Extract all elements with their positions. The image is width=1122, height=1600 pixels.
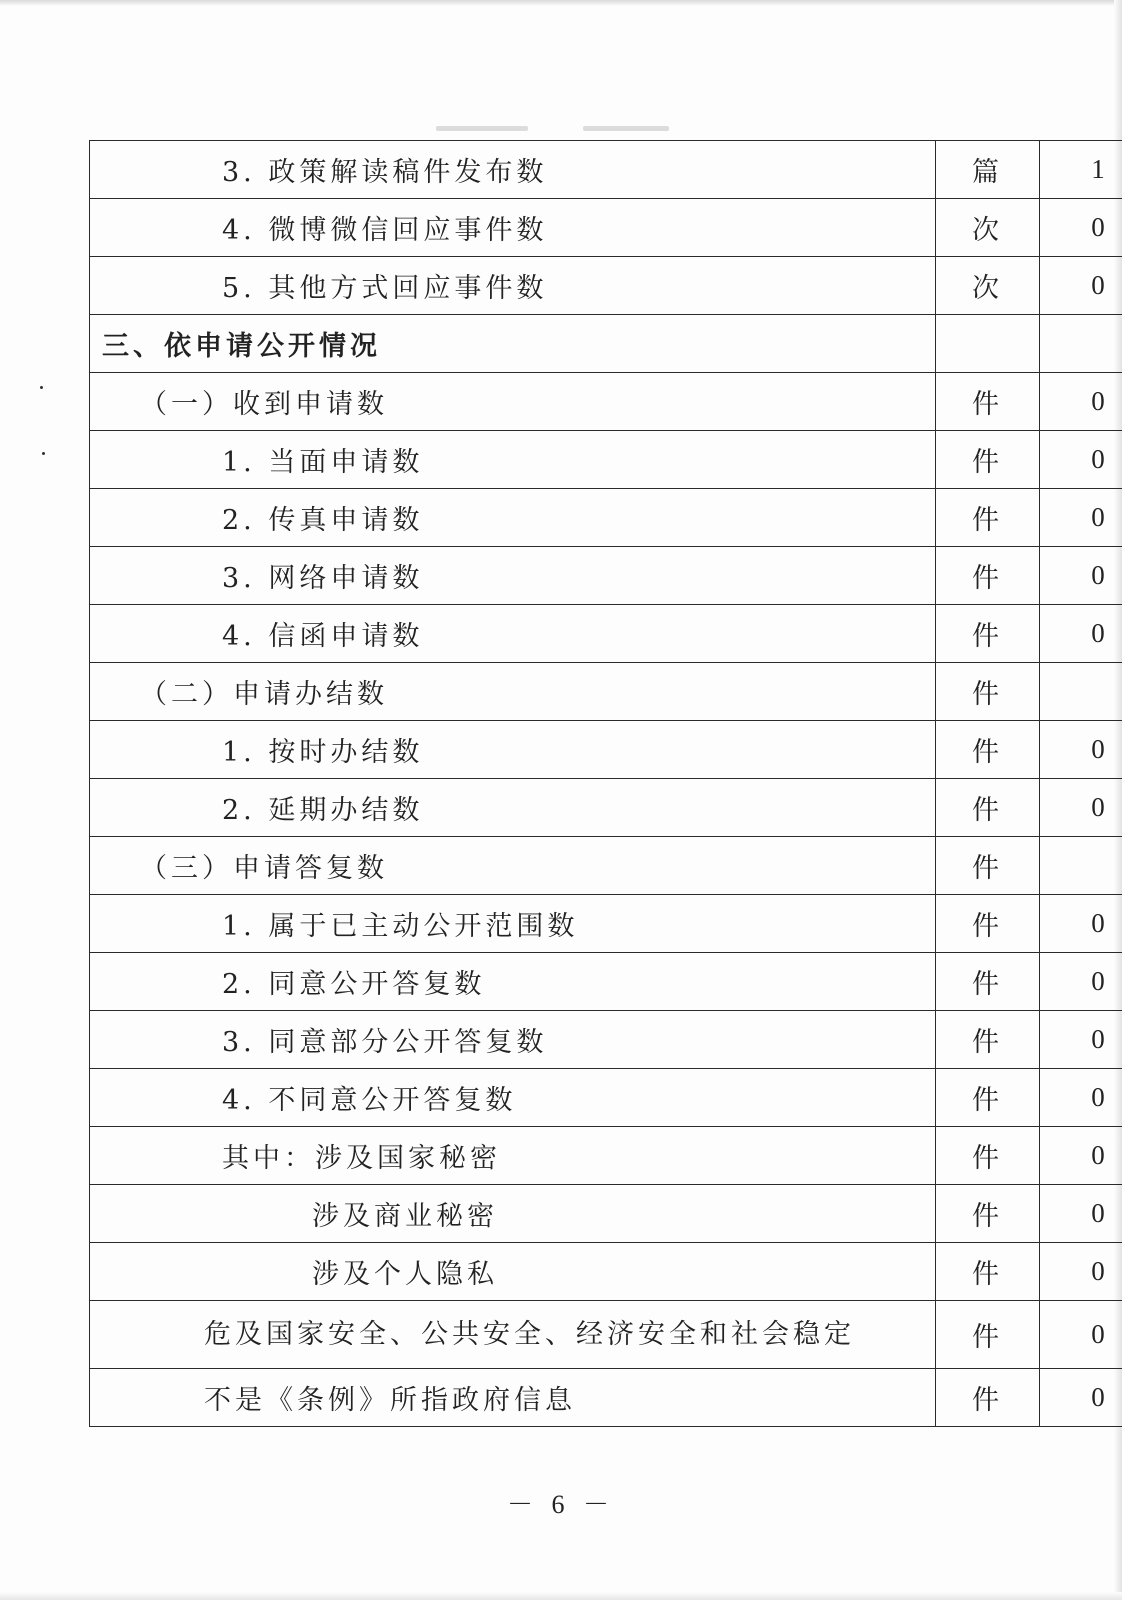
row-item-text: 4. 不同意公开答复数 bbox=[222, 1085, 517, 1116]
row-item-text: 3. 同意部分公开答复数 bbox=[222, 1027, 548, 1058]
row-item-text: 2. 同意公开答复数 bbox=[222, 969, 486, 1000]
row-value: 0 bbox=[1040, 257, 1122, 315]
row-value: 0 bbox=[1040, 199, 1122, 257]
row-unit: 件 bbox=[936, 1011, 1040, 1069]
table-row bbox=[90, 663, 1122, 721]
row-unit: 件 bbox=[936, 1185, 1040, 1243]
scan-speck bbox=[42, 452, 45, 455]
table-row bbox=[90, 315, 1122, 373]
table-row bbox=[90, 1011, 1122, 1069]
page-number: － 6 － bbox=[506, 1490, 615, 1519]
row-value bbox=[1040, 837, 1122, 895]
row-value: 0 bbox=[1040, 373, 1122, 431]
row-value: 0 bbox=[1040, 489, 1122, 547]
row-unit: 件 bbox=[936, 1127, 1040, 1185]
table-row bbox=[90, 199, 1122, 257]
row-item-text: 2. 传真申请数 bbox=[222, 505, 424, 536]
table-row bbox=[90, 257, 1122, 315]
row-unit: 件 bbox=[936, 721, 1040, 779]
scan-speck bbox=[40, 386, 43, 389]
row-item-text: 4. 信函申请数 bbox=[222, 621, 424, 652]
row-unit: 件 bbox=[936, 895, 1040, 953]
table-row bbox=[90, 1069, 1122, 1127]
row-item-text: （一）收到申请数 bbox=[140, 389, 388, 420]
row-value: 0 bbox=[1040, 779, 1122, 837]
row-unit: 件 bbox=[936, 779, 1040, 837]
row-value bbox=[1040, 663, 1122, 721]
row-value: 0 bbox=[1040, 721, 1122, 779]
row-item-text: 危及国家安全、公共安全、经济安全和社会稳定 bbox=[204, 1318, 855, 1350]
row-unit: 件 bbox=[936, 431, 1040, 489]
row-item-label bbox=[90, 1185, 936, 1243]
row-item-label bbox=[90, 1301, 936, 1369]
row-item-text: （三）申请答复数 bbox=[140, 853, 388, 884]
row-item-text: （二）申请办结数 bbox=[140, 679, 388, 710]
scan-smudge bbox=[583, 126, 669, 131]
row-value: 0 bbox=[1040, 1301, 1122, 1369]
scan-smudge bbox=[436, 126, 528, 131]
row-item-label bbox=[90, 547, 936, 605]
row-item-label bbox=[90, 1011, 936, 1069]
table-row bbox=[90, 141, 1122, 199]
row-item-text: 3. 政策解读稿件发布数 bbox=[222, 157, 548, 188]
table-row bbox=[90, 547, 1122, 605]
row-unit: 件 bbox=[936, 1243, 1040, 1301]
row-item-text: 三、依申请公开情况 bbox=[102, 331, 381, 362]
row-value: 0 bbox=[1040, 1069, 1122, 1127]
table-row bbox=[90, 1369, 1122, 1427]
table-row bbox=[90, 373, 1122, 431]
row-value: 0 bbox=[1040, 1011, 1122, 1069]
table-row bbox=[90, 1185, 1122, 1243]
row-unit: 件 bbox=[936, 1369, 1040, 1427]
row-value: 1 bbox=[1040, 141, 1122, 199]
row-value: 0 bbox=[1040, 1127, 1122, 1185]
row-item-label bbox=[90, 315, 936, 373]
row-item-text: 3. 网络申请数 bbox=[222, 563, 424, 594]
row-item-label bbox=[90, 141, 936, 199]
row-item-text: 1. 属于已主动公开范围数 bbox=[222, 911, 579, 942]
row-unit: 件 bbox=[936, 837, 1040, 895]
row-unit: 件 bbox=[936, 953, 1040, 1011]
scan-top-edge bbox=[0, 0, 1122, 6]
table-row bbox=[90, 1243, 1122, 1301]
row-item-label bbox=[90, 779, 936, 837]
table-row bbox=[90, 605, 1122, 663]
table-row bbox=[90, 1301, 1122, 1369]
row-item-text: 涉及商业秘密 bbox=[312, 1201, 498, 1232]
row-unit bbox=[936, 315, 1040, 373]
row-item-label bbox=[90, 1127, 936, 1185]
table-row bbox=[90, 1127, 1122, 1185]
row-item-label bbox=[90, 373, 936, 431]
row-item-label bbox=[90, 489, 936, 547]
row-item-label bbox=[90, 605, 936, 663]
row-item-text: 1. 按时办结数 bbox=[222, 737, 424, 768]
row-unit: 件 bbox=[936, 1301, 1040, 1369]
row-value: 0 bbox=[1040, 605, 1122, 663]
row-value bbox=[1040, 315, 1122, 373]
row-unit: 篇 bbox=[936, 141, 1040, 199]
row-unit: 件 bbox=[936, 373, 1040, 431]
row-item-label bbox=[90, 199, 936, 257]
row-item-label bbox=[90, 721, 936, 779]
row-unit: 件 bbox=[936, 605, 1040, 663]
row-item-label bbox=[90, 431, 936, 489]
row-item-label bbox=[90, 1369, 936, 1427]
row-value: 0 bbox=[1040, 547, 1122, 605]
table-row bbox=[90, 489, 1122, 547]
row-value: 0 bbox=[1040, 431, 1122, 489]
row-value: 0 bbox=[1040, 1243, 1122, 1301]
row-unit: 件 bbox=[936, 489, 1040, 547]
row-item-text: 涉及个人隐私 bbox=[312, 1259, 498, 1290]
row-item-text: 4. 微博微信回应事件数 bbox=[222, 215, 548, 246]
row-value: 0 bbox=[1040, 1369, 1122, 1427]
row-item-text: 1. 当面申请数 bbox=[222, 447, 424, 478]
row-item-text: 其中：涉及国家秘密 bbox=[222, 1143, 501, 1174]
statistics-table bbox=[89, 140, 1122, 1427]
row-unit: 件 bbox=[936, 547, 1040, 605]
table-row bbox=[90, 431, 1122, 489]
statistics-table-body bbox=[90, 141, 1122, 1427]
table-row bbox=[90, 837, 1122, 895]
row-item-label bbox=[90, 663, 936, 721]
table-row bbox=[90, 779, 1122, 837]
row-item-text: 2. 延期办结数 bbox=[222, 795, 424, 826]
row-value: 0 bbox=[1040, 953, 1122, 1011]
scan-bottom-edge bbox=[0, 1592, 1122, 1600]
row-value: 0 bbox=[1040, 895, 1122, 953]
row-unit: 件 bbox=[936, 663, 1040, 721]
row-item-label bbox=[90, 895, 936, 953]
row-item-label bbox=[90, 257, 936, 315]
table-row bbox=[90, 953, 1122, 1011]
table-row bbox=[90, 895, 1122, 953]
row-item-label bbox=[90, 1069, 936, 1127]
row-unit: 件 bbox=[936, 1069, 1040, 1127]
row-unit: 次 bbox=[936, 257, 1040, 315]
row-item-text: 5. 其他方式回应事件数 bbox=[222, 273, 548, 304]
row-item-label bbox=[90, 1243, 936, 1301]
table-row bbox=[90, 721, 1122, 779]
row-value: 0 bbox=[1040, 1185, 1122, 1243]
row-item-label bbox=[90, 953, 936, 1011]
row-item-text: 不是《条例》所指政府信息 bbox=[204, 1385, 576, 1416]
row-item-label bbox=[90, 837, 936, 895]
row-unit: 次 bbox=[936, 199, 1040, 257]
